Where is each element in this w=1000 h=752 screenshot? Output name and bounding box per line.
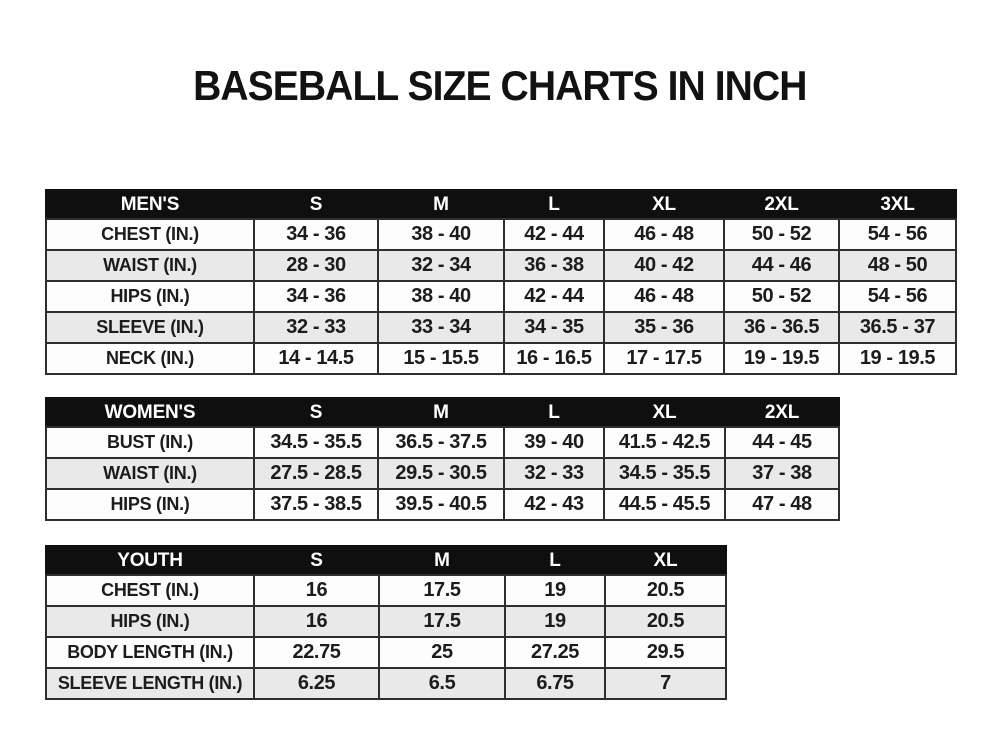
- value-cell: 35 - 36: [604, 312, 724, 343]
- value-cell: 27.25: [505, 637, 605, 668]
- value-cell: 46 - 48: [604, 219, 724, 250]
- size-header-cell: M: [378, 398, 504, 427]
- value-cell: 48 - 50: [839, 250, 956, 281]
- value-cell: 34.5 - 35.5: [254, 427, 378, 458]
- value-cell: 42 - 43: [504, 489, 604, 520]
- value-cell: 41.5 - 42.5: [604, 427, 725, 458]
- size-header-cell: XL: [604, 398, 725, 427]
- value-cell: 34.5 - 35.5: [604, 458, 725, 489]
- row-label-cell: SLEEVE (IN.): [46, 312, 254, 343]
- value-cell: 20.5: [605, 575, 726, 606]
- value-cell: 6.5: [379, 668, 505, 699]
- value-cell: 37 - 38: [725, 458, 839, 489]
- table-row: [46, 343, 956, 374]
- mens-size-table: [45, 189, 957, 375]
- value-cell: 34 - 35: [504, 312, 604, 343]
- value-cell: 40 - 42: [604, 250, 724, 281]
- value-cell: 15 - 15.5: [378, 343, 504, 374]
- size-header-cell: S: [254, 546, 379, 575]
- table-row: [46, 575, 726, 606]
- value-cell: 29.5: [605, 637, 726, 668]
- size-header-cell: S: [254, 190, 378, 219]
- value-cell: 7: [605, 668, 726, 699]
- row-label-cell: NECK (IN.): [46, 343, 254, 374]
- size-header-cell: 2XL: [725, 398, 839, 427]
- value-cell: 27.5 - 28.5: [254, 458, 378, 489]
- value-cell: 6.75: [505, 668, 605, 699]
- womens-size-table: [45, 397, 840, 521]
- value-cell: 46 - 48: [604, 281, 724, 312]
- value-cell: 42 - 44: [504, 219, 604, 250]
- row-label-cell: CHEST (IN.): [46, 219, 254, 250]
- value-cell: 14 - 14.5: [254, 343, 378, 374]
- row-label-cell: BUST (IN.): [46, 427, 254, 458]
- row-label-cell: BODY LENGTH (IN.): [46, 637, 254, 668]
- size-header-cell: M: [379, 546, 505, 575]
- header-row: [46, 190, 956, 219]
- value-cell: 44 - 46: [724, 250, 839, 281]
- value-cell: 25: [379, 637, 505, 668]
- value-cell: 36 - 38: [504, 250, 604, 281]
- title-bar: [0, 62, 1000, 110]
- value-cell: 20.5: [605, 606, 726, 637]
- table-row: [46, 489, 839, 520]
- value-cell: 22.75: [254, 637, 379, 668]
- size-header-cell: S: [254, 398, 378, 427]
- row-label-cell: CHEST (IN.): [46, 575, 254, 606]
- row-label-cell: HIPS (IN.): [46, 281, 254, 312]
- table-row: [46, 281, 956, 312]
- table-title-cell: YOUTH: [46, 546, 254, 575]
- header-row: [46, 398, 839, 427]
- value-cell: 6.25: [254, 668, 379, 699]
- value-cell: 39 - 40: [504, 427, 604, 458]
- row-label-cell: HIPS (IN.): [46, 606, 254, 637]
- value-cell: 17 - 17.5: [604, 343, 724, 374]
- size-header-cell: L: [505, 546, 605, 575]
- value-cell: 17.5: [379, 606, 505, 637]
- row-label-cell: WAIST (IN.): [46, 250, 254, 281]
- value-cell: 54 - 56: [839, 219, 956, 250]
- youth-size-table: [45, 545, 727, 700]
- value-cell: 19 - 19.5: [724, 343, 839, 374]
- value-cell: 34 - 36: [254, 219, 378, 250]
- value-cell: 54 - 56: [839, 281, 956, 312]
- table-title-cell: WOMEN'S: [46, 398, 254, 427]
- value-cell: 36.5 - 37: [839, 312, 956, 343]
- value-cell: 16 - 16.5: [504, 343, 604, 374]
- header-row: [46, 546, 726, 575]
- value-cell: 42 - 44: [504, 281, 604, 312]
- value-cell: 36 - 36.5: [724, 312, 839, 343]
- value-cell: 29.5 - 30.5: [378, 458, 504, 489]
- table-row: [46, 427, 839, 458]
- value-cell: 32 - 34: [378, 250, 504, 281]
- value-cell: 44 - 45: [725, 427, 839, 458]
- value-cell: 32 - 33: [254, 312, 378, 343]
- value-cell: 19: [505, 606, 605, 637]
- value-cell: 36.5 - 37.5: [378, 427, 504, 458]
- value-cell: 16: [254, 575, 379, 606]
- value-cell: 38 - 40: [378, 281, 504, 312]
- size-header-cell: XL: [605, 546, 726, 575]
- table-row: [46, 606, 726, 637]
- size-header-cell: 3XL: [839, 190, 956, 219]
- value-cell: 19: [505, 575, 605, 606]
- row-label-cell: WAIST (IN.): [46, 458, 254, 489]
- value-cell: 32 - 33: [504, 458, 604, 489]
- value-cell: 19 - 19.5: [839, 343, 956, 374]
- table-row: [46, 668, 726, 699]
- size-header-cell: L: [504, 398, 604, 427]
- row-label-cell: SLEEVE LENGTH (IN.): [46, 668, 254, 699]
- table-title-cell: MEN'S: [46, 190, 254, 219]
- table-row: [46, 219, 956, 250]
- table-row: [46, 312, 956, 343]
- value-cell: 34 - 36: [254, 281, 378, 312]
- value-cell: 39.5 - 40.5: [378, 489, 504, 520]
- size-header-cell: 2XL: [724, 190, 839, 219]
- table-row: [46, 637, 726, 668]
- value-cell: 47 - 48: [725, 489, 839, 520]
- value-cell: 50 - 52: [724, 281, 839, 312]
- page-title: BASEBALL SIZE CHARTS IN INCH: [193, 62, 807, 109]
- size-header-cell: XL: [604, 190, 724, 219]
- size-header-cell: M: [378, 190, 504, 219]
- table-row: [46, 250, 956, 281]
- value-cell: 44.5 - 45.5: [604, 489, 725, 520]
- value-cell: 16: [254, 606, 379, 637]
- size-header-cell: L: [504, 190, 604, 219]
- value-cell: 50 - 52: [724, 219, 839, 250]
- value-cell: 37.5 - 38.5: [254, 489, 378, 520]
- table-row: [46, 458, 839, 489]
- row-label-cell: HIPS (IN.): [46, 489, 254, 520]
- value-cell: 17.5: [379, 575, 505, 606]
- value-cell: 38 - 40: [378, 219, 504, 250]
- value-cell: 28 - 30: [254, 250, 378, 281]
- value-cell: 33 - 34: [378, 312, 504, 343]
